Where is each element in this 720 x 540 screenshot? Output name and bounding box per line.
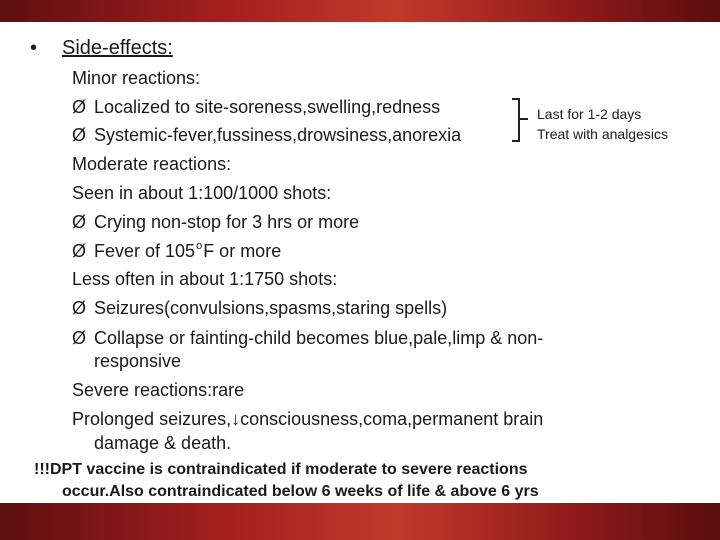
moderate-frequency-2: Less often in about 1:1750 shots: bbox=[72, 269, 338, 289]
moderate-item-collapse: Ø Collapse or fainting-child becomes blue,pale,limp & non- bbox=[72, 328, 544, 348]
moderate-item-fever: Ø Fever of 105$^o$F or more bbox=[72, 240, 282, 261]
minor-reactions-title: Minor reactions: bbox=[72, 68, 201, 88]
arrow-bullet-icon: Ø bbox=[72, 328, 87, 348]
arrow-bullet-icon: Ø bbox=[72, 212, 87, 232]
arrow-bullet-icon: Ø bbox=[72, 97, 87, 117]
moderate-item-seizures: Ø Seizures(convulsions,spasms,staring spells) bbox=[72, 298, 448, 318]
arrow-bullet-icon: Ø bbox=[72, 241, 87, 261]
moderate-reactions-title: Moderate reactions: bbox=[72, 154, 232, 174]
bottom-decorative-band bbox=[0, 503, 720, 540]
moderate-item-crying: Ø Crying non-stop for 3 hrs or more bbox=[72, 212, 360, 232]
moderate-item-collapse-cont: responsive bbox=[94, 351, 182, 371]
warning-line-2: occur.Also contraindicated below 6 weeks of life & above 6 yrs bbox=[62, 483, 539, 500]
minor-note-duration: Last for 1-2 days bbox=[537, 106, 642, 122]
minor-item-local: Ø Localized to site-soreness,swelling,redness bbox=[72, 97, 441, 117]
arrow-bullet-icon: Ø bbox=[72, 125, 87, 145]
minor-note-treatment: Treat with analgesics bbox=[537, 126, 668, 142]
warning-line-1: !!!DPT vaccine is contraindicated if moderate to severe reactions bbox=[34, 461, 528, 478]
minor-item-systemic: Ø Systemic-fever,fussiness,drowsiness,anorexia bbox=[72, 125, 462, 145]
arrow-bullet-icon: Ø bbox=[72, 298, 87, 318]
top-decorative-band bbox=[0, 0, 720, 22]
brace-icon bbox=[512, 98, 520, 142]
moderate-frequency-1: Seen in about 1:100/1000 shots: bbox=[72, 183, 332, 203]
severe-reactions-title: Severe reactions:rare bbox=[72, 380, 245, 400]
severe-line-1: Prolonged seizures,↓consciousness,coma,permanent brain bbox=[72, 409, 544, 429]
severe-line-2: damage & death. bbox=[94, 433, 232, 453]
section-heading: Side-effects: bbox=[62, 37, 173, 59]
brace-tip bbox=[518, 118, 528, 120]
bullet-icon: • bbox=[30, 37, 38, 59]
